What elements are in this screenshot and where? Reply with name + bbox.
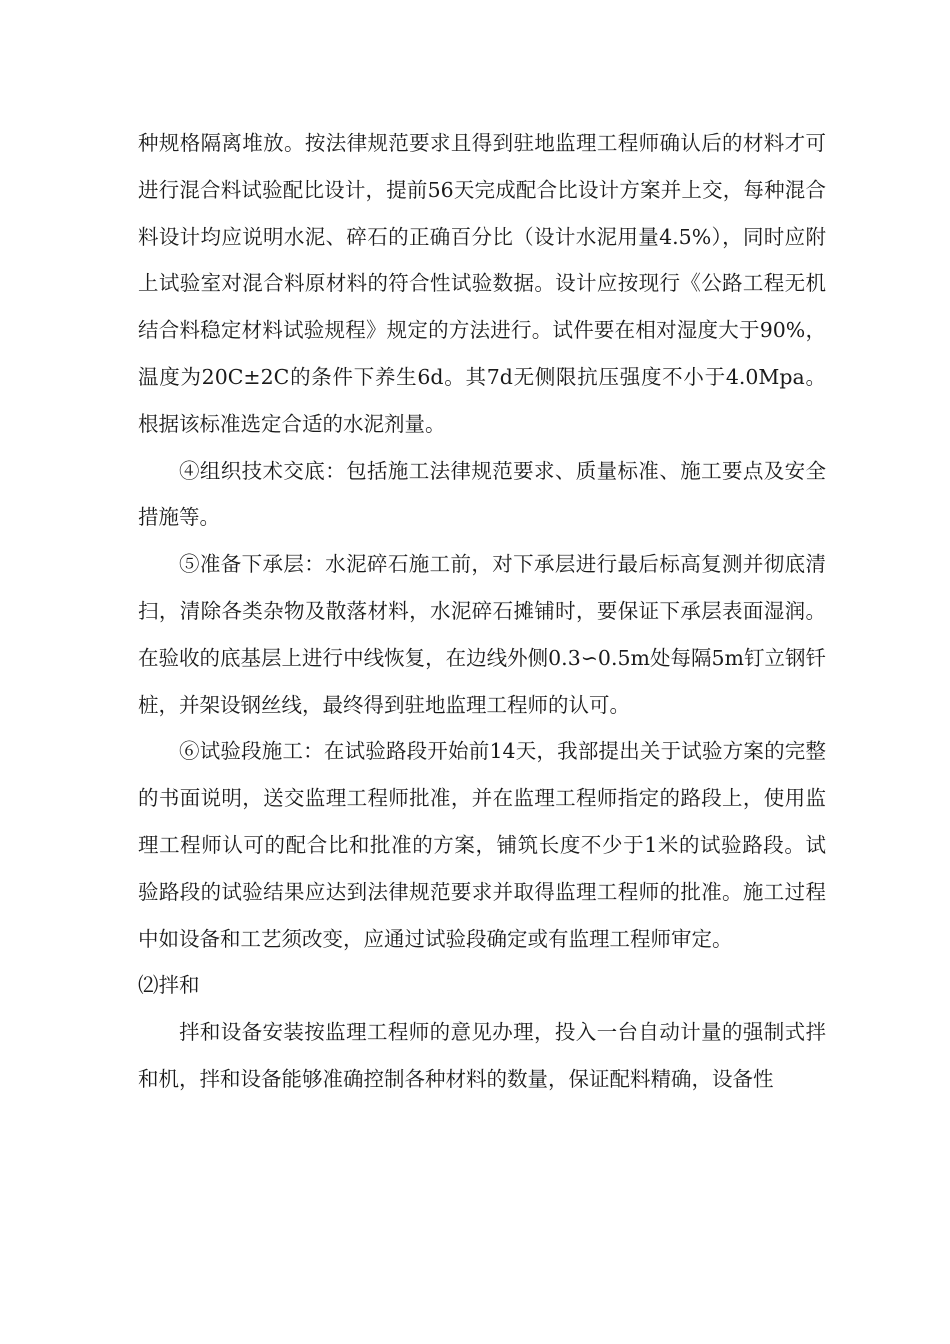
document-body — [138, 120, 826, 1103]
paragraph-prepare-sublayer: ⑤准备下承层：水泥碎石施工前，对下承层进行最后标高复测并彻底清扫，清除各类杂物及散落材料，水泥碎石摊铺时，要保证下承层表面湿润。在验收的底基层上进行中线恢复，在边线外侧0.3∽0.5m处每隔5m钉立钢钎桩，并架设钢丝线，最终得到驻地监理工程师的认可。 — [138, 552, 826, 717]
section-heading-mixing: ⑵拌和 — [138, 973, 200, 998]
paragraph-mix-design: 种规格隔离堆放。按法律规范要求且得到驻地监理工程师确认后的材料才可进行混合料试验配比设计，提前56天完成配合比设计方案并上交，每种混合料设计均应说明水泥、碎石的正确百分比（设计水泥用量4.5%），同时应附上试验室对混合料原材料的符合性试验数据。设计应按现行《公路工程无机结合料稳定材料试验规程》规定的方法进行。试件要在相对湿度大于90%，温度为20C±2C的条件下养生6d。其7d无侧限抗压强度不小于4.0Mpa。根据该标准选定合适的水泥剂量。 — [138, 131, 826, 436]
paragraph-trial-section: ⑥试验段施工：在试验路段开始前14天，我部提出关于试验方案的完整的书面说明，送交监理工程师批准，并在监理工程师指定的路段上，使用监理工程师认可的配合比和批准的方案，铺筑长度不少于1米的试验路段。试验路段的试验结果应达到法律规范要求并取得监理工程师的批准。施工过程中如设备和工艺须改变，应通过试验段确定或有监理工程师审定。 — [138, 739, 826, 951]
paragraph-mixing-equipment: 拌和设备安装按监理工程师的意见办理，投入一台自动计量的强制式拌和机，拌和设备能够准确控制各种材料的数量，保证配料精确，设备性 — [138, 1020, 826, 1091]
paragraph-technical-briefing: ④组织技术交底：包括施工法律规范要求、质量标准、施工要点及安全措施等。 — [138, 458, 826, 530]
